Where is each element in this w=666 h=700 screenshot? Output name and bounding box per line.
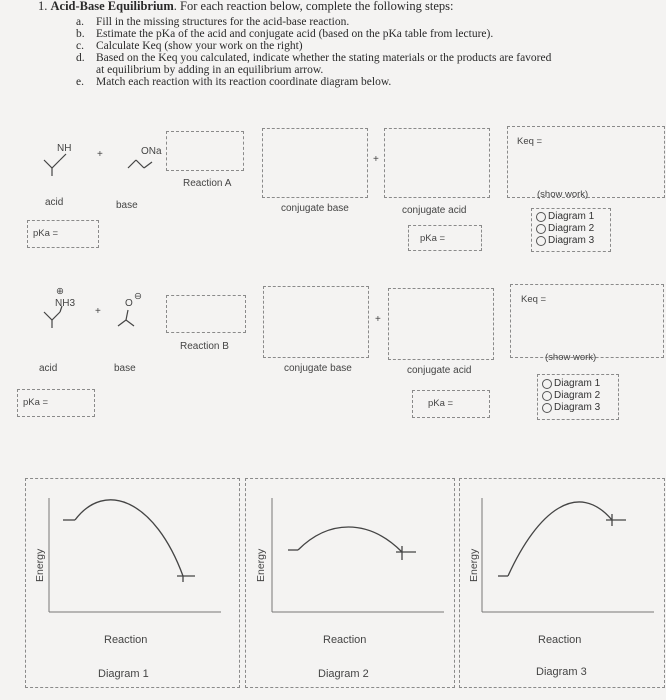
diagram-2-y-label: Energy: [255, 548, 267, 582]
plus-sign: +: [373, 154, 379, 165]
conj-base-b-label: conjugate base: [284, 363, 352, 374]
acid-b-group: NH3: [55, 298, 76, 309]
radio-diagram-3[interactable]: Diagram 3: [542, 402, 618, 414]
acid-a-label: acid: [45, 197, 64, 208]
step-item: b. Estimate the pKa of the acid and conjugate acid (based on the pKa table from lecture).: [76, 28, 494, 40]
radio-circle[interactable]: [542, 379, 552, 389]
acid-b-label: acid: [39, 363, 58, 374]
diagram-1-y-label: Energy: [34, 548, 46, 582]
radio-circle[interactable]: [536, 236, 546, 246]
diagram-choice-a: [531, 208, 611, 252]
pka-b-left-label: pKa =: [23, 397, 49, 408]
diagram-3-y-label: Energy: [468, 548, 480, 582]
radio-circle[interactable]: [536, 212, 546, 222]
step-item: e. Match each reaction with its reaction coordinate diagram below.: [76, 76, 392, 88]
step-list: [76, 16, 551, 88]
pka-b-right-label: pKa =: [428, 398, 454, 409]
show-work-a-label: (show work): [537, 189, 589, 200]
plus-sign: +: [95, 306, 101, 317]
radio-diagram-1[interactable]: Diagram 1: [542, 378, 618, 390]
conjugate-base-a-box[interactable]: [262, 128, 368, 198]
diagram-1-title: Diagram 1: [98, 668, 149, 680]
reaction-a-arrow-box[interactable]: [166, 131, 244, 171]
acid-a-group: NH: [57, 143, 72, 154]
show-work-b-label: (show work): [545, 352, 597, 363]
radio-diagram-3[interactable]: Diagram 3: [536, 235, 610, 247]
question-instruction: . For each reaction below, complete the following steps:: [173, 0, 454, 13]
acid-b-charge: ⊕: [56, 286, 64, 297]
radio-diagram-1[interactable]: Diagram 1: [536, 211, 610, 223]
diagram-3-curve: [478, 490, 658, 630]
radio-diagram-2[interactable]: Diagram 2: [542, 390, 618, 402]
radio-circle[interactable]: [536, 224, 546, 234]
base-b-group: O: [125, 298, 133, 309]
step-item: at equilibrium by adding in an equilibrium arrow.: [96, 64, 324, 76]
reaction-b-label: Reaction B: [180, 341, 229, 352]
step-item: a. Fill in the missing structures for the acid-base reaction.: [76, 16, 350, 28]
base-a-group: ONa: [141, 146, 162, 157]
keq-a-label: Keq =: [517, 136, 543, 147]
diagram-1-x-label: Reaction: [104, 634, 148, 646]
pka-a-right-label: pKa =: [420, 233, 446, 244]
diagram-1-curve: [45, 490, 225, 630]
base-a-label: base: [116, 200, 138, 211]
conjugate-acid-b-box[interactable]: [388, 288, 494, 360]
diagram-choice-b: [537, 374, 619, 420]
diagram-3-title: Diagram 3: [536, 666, 587, 678]
question-title: [38, 0, 453, 14]
step-item: c. Calculate Keq (show your work on the right): [76, 40, 303, 52]
radio-circle[interactable]: [542, 403, 552, 413]
diagram-2-title: Diagram 2: [318, 668, 369, 680]
base-b-charge: ⊖: [134, 291, 142, 302]
diagram-2-x-label: Reaction: [323, 634, 367, 646]
diagram-2-curve: [268, 490, 448, 630]
reaction-b-arrow-box[interactable]: [166, 295, 246, 333]
conjugate-base-b-box[interactable]: [263, 286, 369, 358]
conj-acid-b-label: conjugate acid: [407, 365, 472, 376]
pka-a-left-label: pKa =: [33, 228, 59, 239]
radio-diagram-2[interactable]: Diagram 2: [536, 223, 610, 235]
question-number: 1.: [38, 0, 48, 13]
plus-sign: +: [97, 149, 103, 160]
reaction-a-label: Reaction A: [183, 178, 232, 189]
conj-acid-a-label: conjugate acid: [402, 205, 467, 216]
base-b-structure: [116, 300, 152, 334]
base-b-label: base: [114, 363, 136, 374]
radio-circle[interactable]: [542, 391, 552, 401]
keq-b-label: Keq =: [521, 294, 547, 305]
conjugate-acid-a-box[interactable]: [384, 128, 490, 198]
plus-sign: +: [375, 314, 381, 325]
step-item: d. Based on the Keq you calculated, indicate whether the stating materials or the products are favored: [76, 52, 552, 64]
diagram-3-x-label: Reaction: [538, 634, 582, 646]
conj-base-a-label: conjugate base: [281, 203, 349, 214]
question-topic: Acid-Base Equilibrium: [50, 0, 174, 13]
